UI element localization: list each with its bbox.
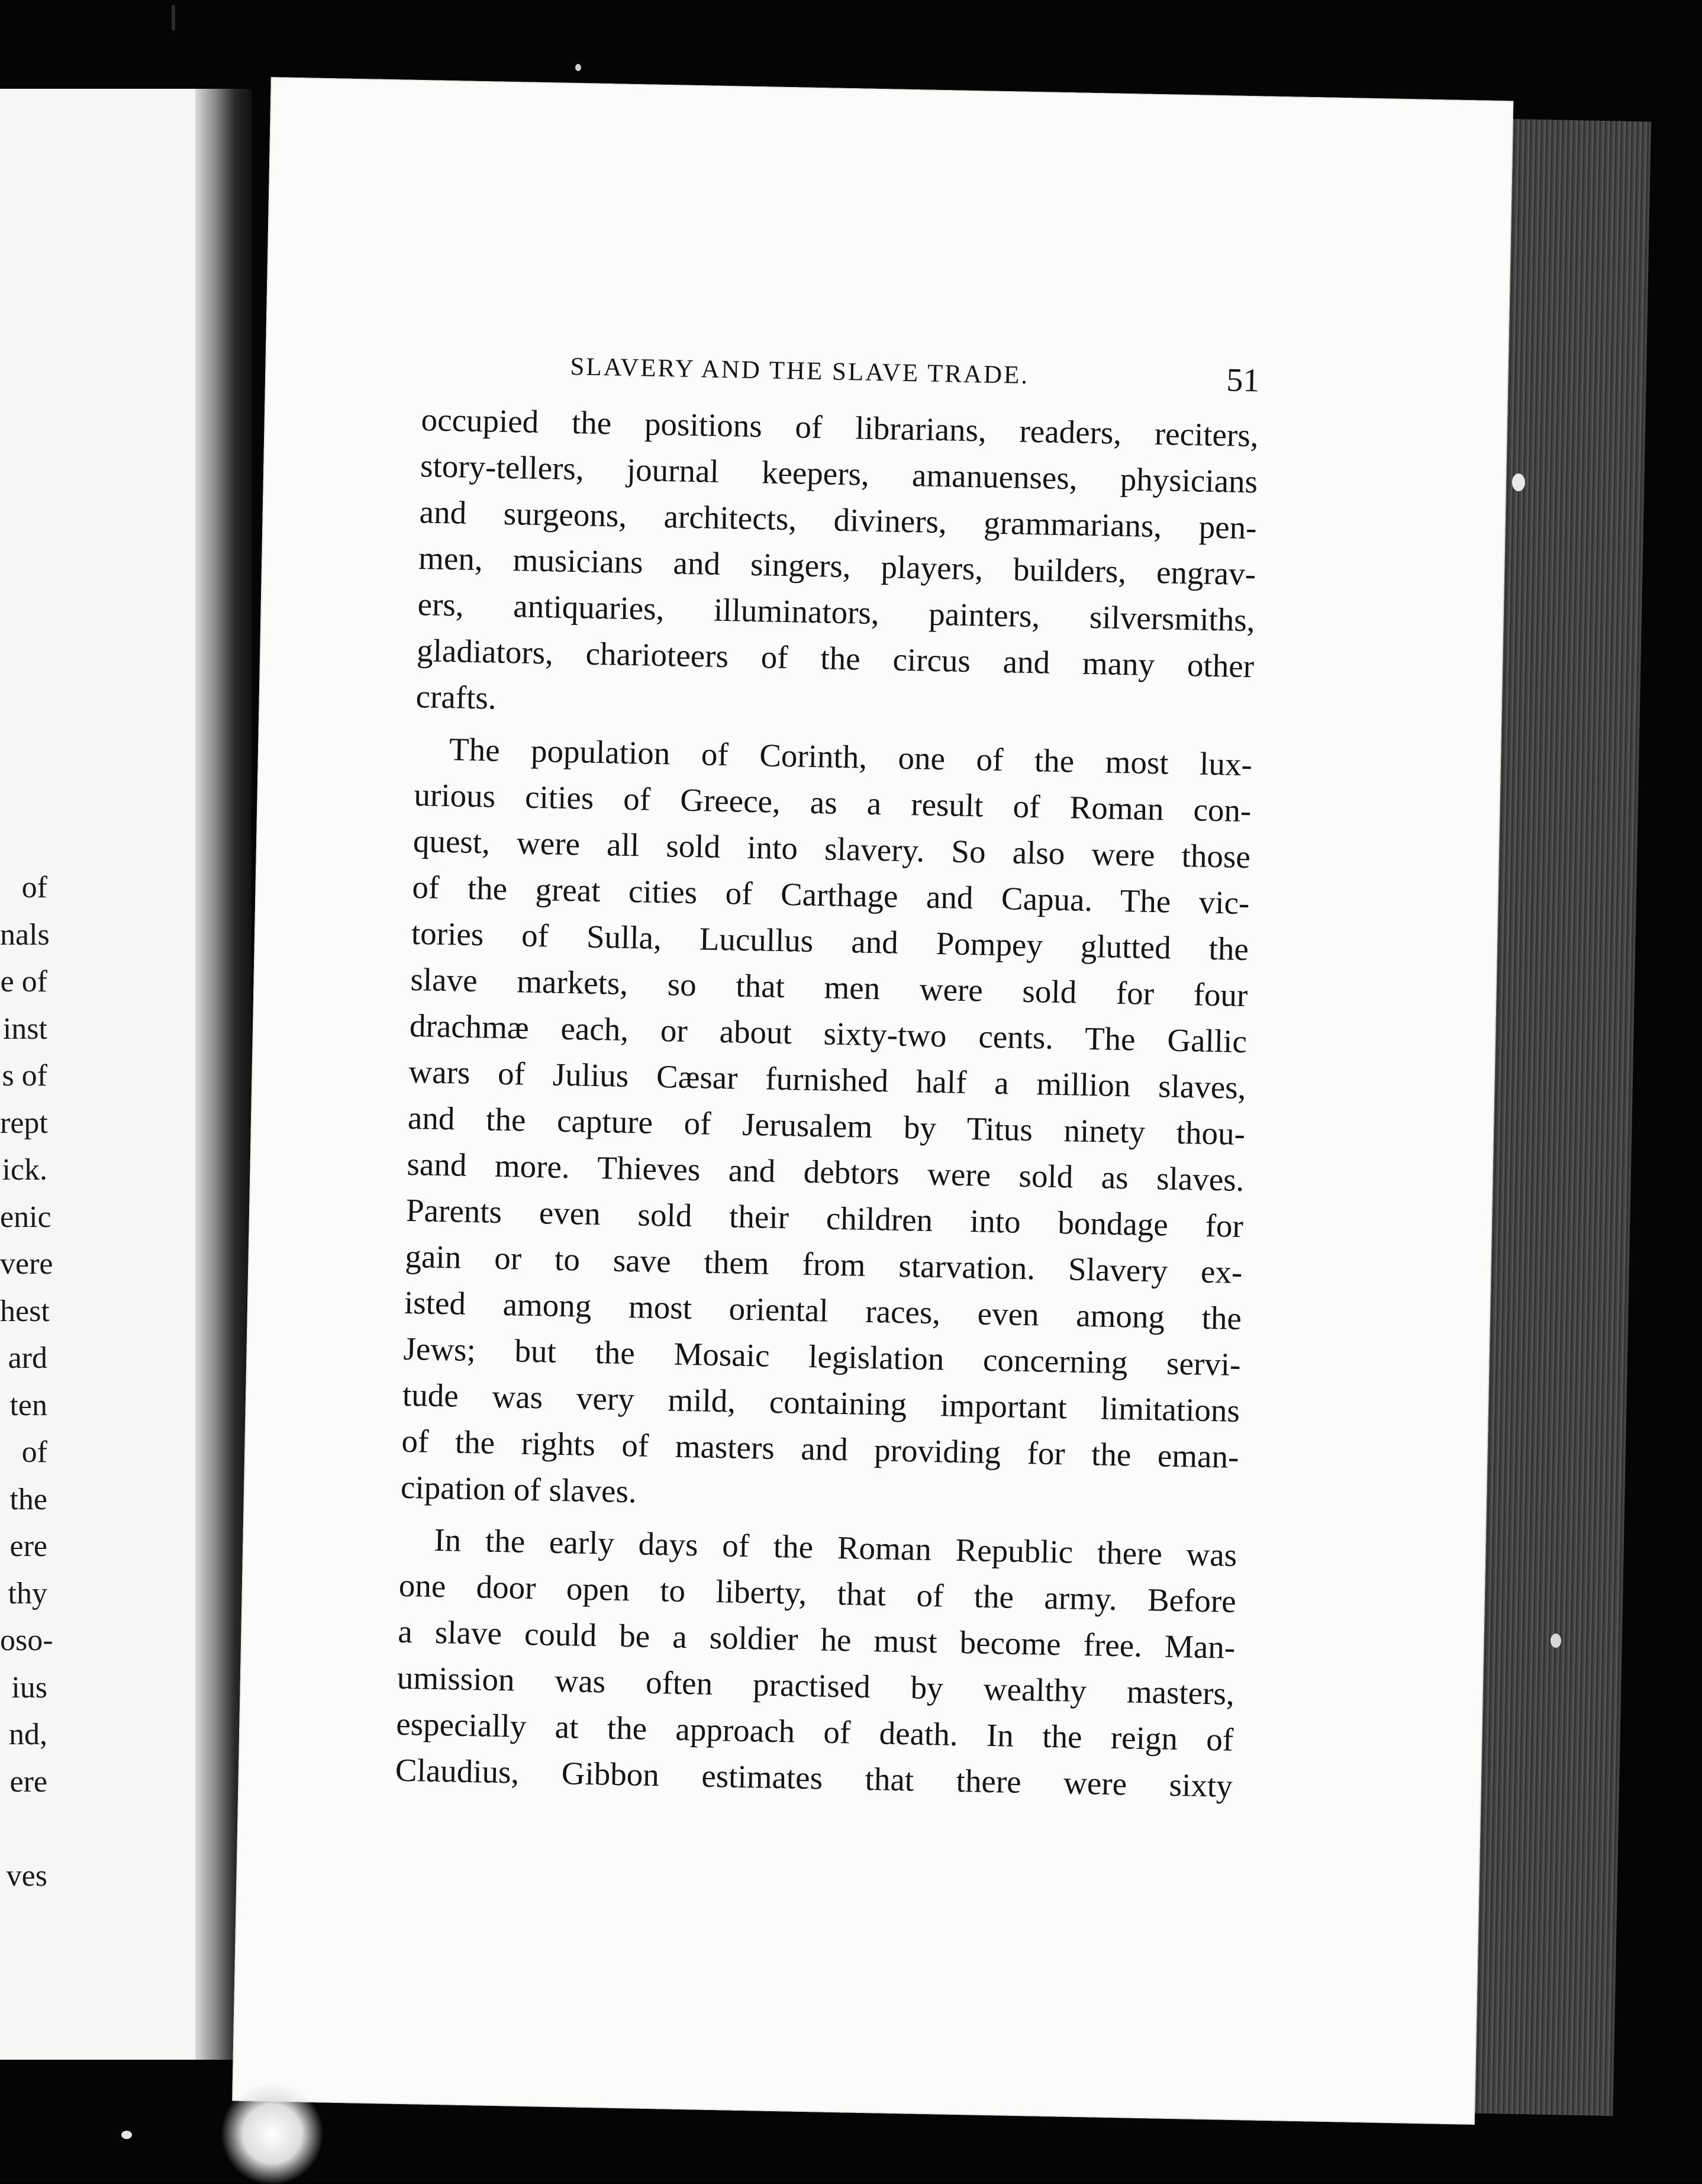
text-line: and the capture of Jerusalem by Titus ninety thou- xyxy=(407,1099,1246,1152)
left-fragment: s of xyxy=(2,1059,47,1093)
left-fragment: of xyxy=(21,1435,47,1469)
text-line: especially at the approach of death. In the reign of xyxy=(395,1705,1234,1758)
text-line: of the great cities of Carthage and Capua. The vic- xyxy=(412,868,1250,922)
paper-smudge xyxy=(219,2083,325,2184)
left-fragment: ten xyxy=(9,1388,47,1422)
left-fragment: hest xyxy=(0,1294,50,1328)
page-text-block xyxy=(395,349,1260,1809)
text-line: crafts. xyxy=(415,678,497,716)
left-fragment: ves xyxy=(6,1858,47,1893)
text-line: Parents even sold their children into bondage for xyxy=(405,1191,1244,1245)
text-line: slave markets, so that men were sold for four xyxy=(410,961,1248,1014)
left-fragment: nals xyxy=(0,917,50,952)
running-head-title: SLAVERY AND THE SLAVE TRADE. xyxy=(570,352,1030,389)
text-line: story-tellers, journal keepers, amanuenses, physicians xyxy=(420,447,1258,500)
text-line: tories of Sulla, Lucullus and Pompey glutted the xyxy=(411,914,1249,968)
text-line: Claudius, Gibbon estimates that there were sixty xyxy=(395,1751,1233,1804)
left-fragment: the xyxy=(9,1482,47,1516)
left-fragment: ius xyxy=(11,1670,47,1705)
text-line: occupied the positions of librarians, readers, reciters, xyxy=(421,401,1259,454)
left-fragment: of xyxy=(21,871,47,904)
left-page-text-fragments xyxy=(0,864,53,1899)
paragraph xyxy=(395,1516,1237,1809)
dust-speck xyxy=(172,5,175,31)
left-fragment: ard xyxy=(8,1341,47,1375)
main-page xyxy=(232,77,1513,2125)
text-line: gladiators, charioteers of the circus and many other xyxy=(416,632,1255,685)
dust-speck xyxy=(121,2131,132,2139)
text-line: wars of Julius Cæsar furnished half a million slaves, xyxy=(408,1053,1246,1106)
text-line: isted among most oriental races, even among the xyxy=(404,1284,1242,1337)
text-line: and surgeons, architects, diviners, grammarians, pen- xyxy=(419,494,1258,546)
left-fragment: rept xyxy=(0,1106,48,1140)
left-fragment: ere xyxy=(9,1529,47,1563)
text-line: gain or to save them from starvation. Slavery ex- xyxy=(405,1238,1243,1291)
left-fragment: inst xyxy=(2,1012,47,1046)
left-fragment xyxy=(0,1805,47,1853)
text-line: a slave could be a soldier he must become free. Man- xyxy=(397,1613,1236,1666)
text-line: tude was very mild, containing important limitations xyxy=(402,1376,1240,1429)
left-facing-page xyxy=(0,89,195,2060)
text-line: The population of Corinth, one of the most lux- xyxy=(449,731,1253,783)
text-line: of the rights of masters and providing for the eman- xyxy=(401,1422,1239,1475)
text-line: Jews; but the Mosaic legislation concerning servi- xyxy=(403,1330,1241,1383)
paragraph xyxy=(415,397,1259,736)
page-number: 51 xyxy=(1226,362,1260,400)
left-fragment: thy xyxy=(8,1576,47,1610)
left-fragment: oso- xyxy=(0,1623,53,1657)
text-line: drachmæ each, or about sixty-two cents. The Gallic xyxy=(409,1007,1248,1060)
text-line: men, musicians and singers, players, builders, engrav- xyxy=(418,540,1256,592)
text-line: umission was often practised by wealthy masters, xyxy=(397,1659,1235,1712)
text-line: cipation of slaves. xyxy=(400,1468,637,1510)
left-fragment: ere xyxy=(9,1764,47,1799)
text-line: quest, were all sold into slavery. So also were those xyxy=(412,823,1251,875)
left-fragment: e of xyxy=(0,965,47,998)
dust-speck xyxy=(1512,473,1525,491)
paragraph xyxy=(400,726,1252,1526)
left-fragment: vere xyxy=(0,1247,53,1281)
text-line: one door open to liberty, that of the army. Before xyxy=(398,1567,1237,1619)
dust-speck xyxy=(1551,1634,1561,1648)
text-line: sand more. Thieves and debtors were sold as slaves. xyxy=(407,1145,1245,1199)
dust-speck xyxy=(575,64,581,71)
left-fragment: enic xyxy=(0,1200,51,1234)
text-line: In the early days of the Roman Republic there was xyxy=(433,1521,1237,1573)
text-line: urious cities of Greece, as a result of Roman con- xyxy=(414,777,1252,829)
left-fragment: nd, xyxy=(9,1718,47,1751)
left-fragment: ick. xyxy=(2,1153,47,1187)
text-line: ers, antiquaries, illuminators, painters, silversmiths, xyxy=(417,586,1256,639)
